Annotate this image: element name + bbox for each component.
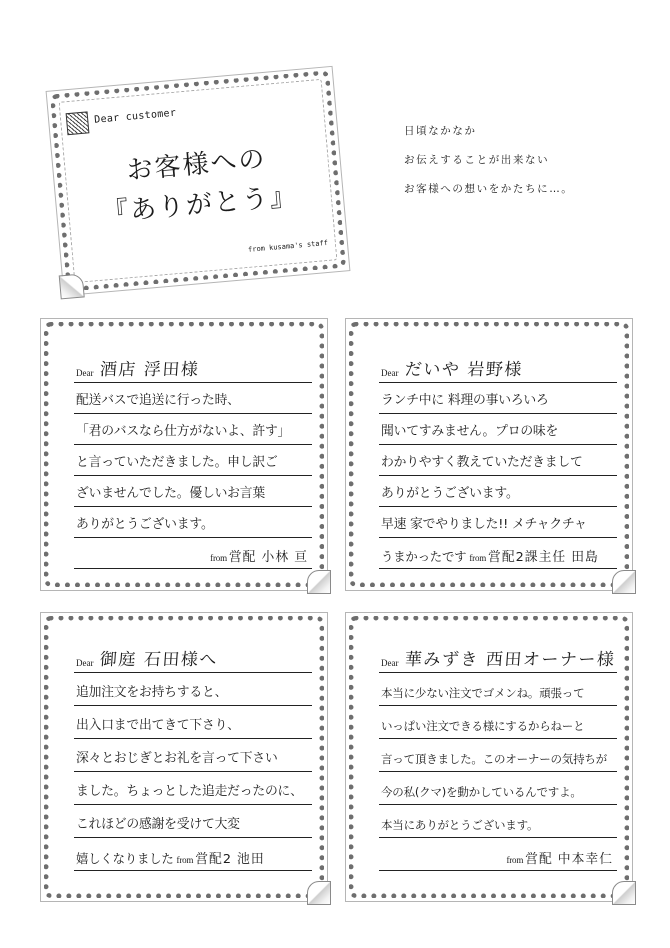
card-content — [379, 644, 617, 871]
message-line: ありがとうございます。 — [74, 507, 312, 538]
thank-you-card-3 — [40, 612, 328, 902]
thank-you-card-4 — [345, 612, 633, 902]
intro-text — [404, 124, 573, 211]
message-line: 本当にありがとうございます。 — [379, 805, 617, 838]
from-label: from — [469, 553, 487, 563]
closing-line — [74, 538, 312, 569]
stamp-icon — [66, 111, 90, 135]
recipient-name: 華みずき 西田オーナー様 — [403, 650, 616, 670]
message-line: と言っていただきました。申し訳ご — [74, 445, 312, 476]
message-line: これほどの感謝を受けて大変 — [74, 805, 312, 838]
title-card — [46, 66, 351, 296]
card-content — [379, 354, 617, 569]
sender-name: 営配2課主任 田島 — [488, 550, 599, 565]
page-curl-corner — [307, 570, 331, 594]
recipient-name: 御庭 石田様へ — [98, 650, 219, 670]
message-line: 聞いてすみません。プロの味を — [379, 414, 617, 445]
closing-line — [379, 838, 617, 871]
recipient-name: 酒店 浮田様 — [98, 360, 200, 380]
dear-label: Dear — [76, 368, 94, 378]
closing-line — [74, 838, 312, 871]
card-content — [74, 354, 312, 569]
recipient-name: だいや 岩野様 — [403, 360, 524, 380]
message-line: 本当に少ない注文でゴメンね。頑張って — [379, 673, 617, 706]
from-label: from — [210, 553, 227, 563]
thank-you-card-2 — [345, 318, 633, 591]
message-line: ざいませんでした。優しいお言葉 — [74, 476, 312, 507]
dear-label: Dear — [76, 658, 94, 668]
title-line-1: お客様への — [125, 144, 268, 187]
staff-signature: from kusama's staff — [247, 238, 329, 254]
intro-line: 日頃なかなか — [404, 125, 477, 137]
message-line: 「君のバスなら仕方がないよ、許す」 — [74, 414, 312, 445]
message-line: ランチ中に 料理の事いろいろ — [379, 383, 617, 414]
from-label: from — [506, 855, 524, 865]
message-line: 深々とおじぎとお礼を言って下さい — [74, 739, 312, 772]
intro-line: お客様への想いをかたちに…。 — [404, 183, 574, 195]
from-label: from — [176, 855, 194, 865]
message-line: わかりやすく教えていただきまして — [379, 445, 617, 476]
message-line: 追加注文をお持ちすると、 — [74, 673, 312, 706]
greeting-text: Dear customer — [93, 107, 177, 126]
message-line: いっぱい注文できる様にするからねーと — [379, 706, 617, 739]
message-line: 配送バスで追送に行った時、 — [74, 383, 312, 414]
dear-label: Dear — [381, 658, 399, 668]
intro-line: お伝えすることが出来ない — [404, 154, 550, 166]
closing-text: 嬉しくなりました — [76, 851, 174, 866]
closing-text: うまかったです — [381, 549, 467, 564]
thank-you-card-1 — [40, 318, 328, 591]
title-line-2: 『ありがとう』 — [101, 181, 300, 229]
sender-name: 営配 小林 亘 — [228, 550, 308, 565]
dear-label: Dear — [381, 368, 399, 378]
sender-name: 営配2 池田 — [195, 852, 265, 867]
message-line: ました。ちょっとした追走だったのに、 — [74, 772, 312, 805]
message-line: 言って頂きました。このオーナーの気持ちが — [379, 739, 617, 772]
message-line: ありがとうございます。 — [379, 476, 617, 507]
dear-row — [379, 354, 617, 383]
message-line: 出入口まで出てきて下さり、 — [74, 706, 312, 739]
sender-name: 営配 中本幸仁 — [525, 852, 613, 867]
dear-row — [379, 644, 617, 673]
dear-row — [74, 644, 312, 673]
message-line: 今の私(クマ)を動かしているんですよ。 — [379, 772, 617, 805]
dear-row — [74, 354, 312, 383]
page-curl-corner — [307, 881, 331, 905]
card-content — [74, 644, 312, 871]
page-curl-corner — [612, 570, 636, 594]
closing-line — [379, 538, 617, 569]
message-line: 早速 家でやりました!! メチャクチャ — [379, 507, 617, 538]
page-curl-corner — [612, 881, 636, 905]
